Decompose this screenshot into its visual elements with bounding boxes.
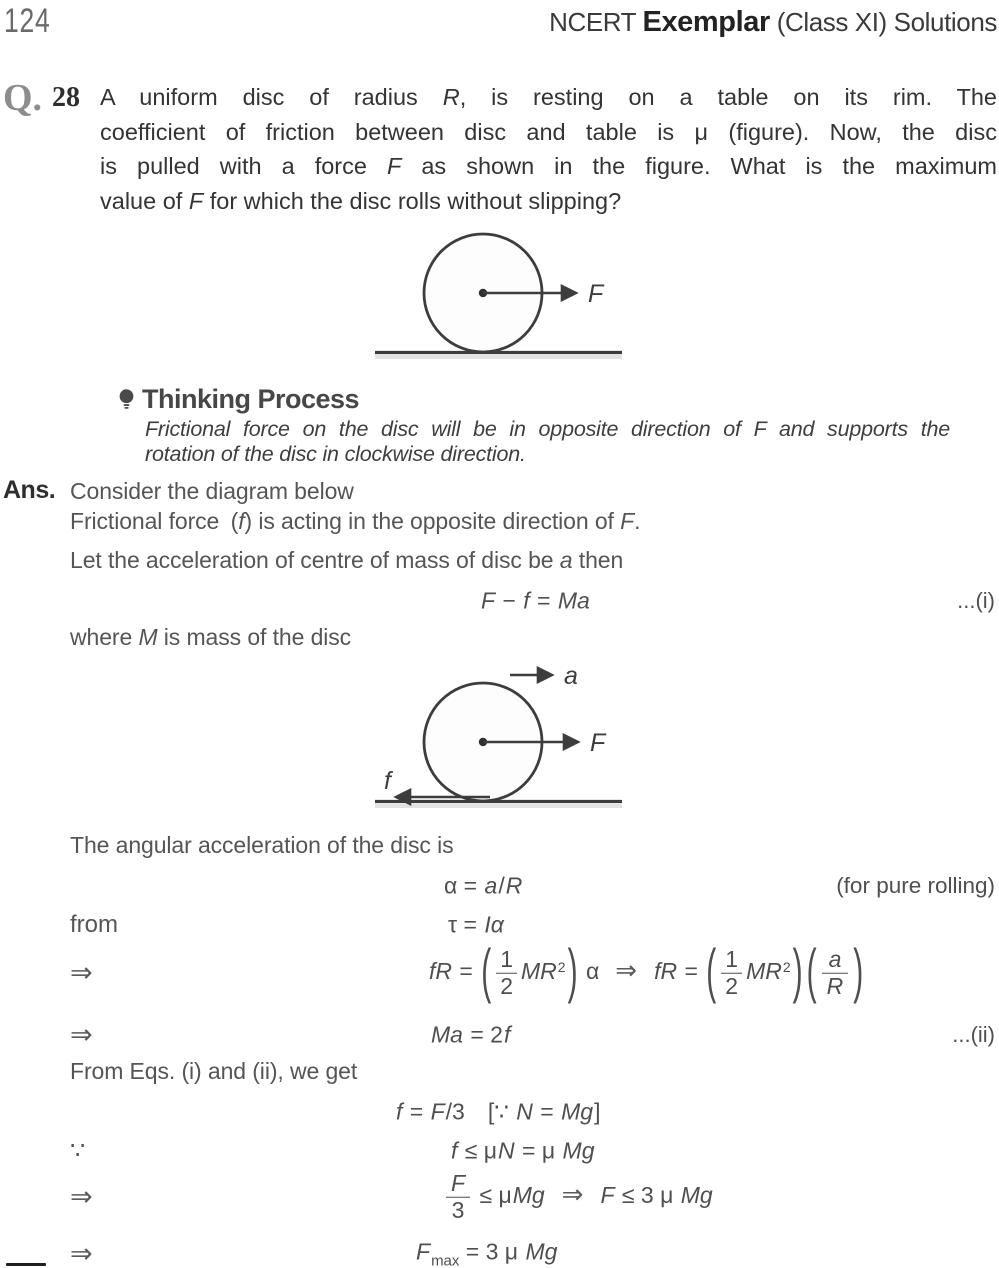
equation-ii: Ma = 2f [431, 1021, 511, 1048]
equation-tau-lead: from [70, 911, 118, 938]
friction-label: f [384, 767, 391, 795]
thinking-process-heading [118, 384, 359, 415]
page-edge-mark [6, 1263, 46, 1266]
equation-alpha: α = a/R [444, 872, 523, 899]
bulb-icon [118, 389, 135, 410]
equation-torque-row [70, 940, 995, 1006]
equation-ii-row [70, 1019, 995, 1051]
equation-f3: f = F/3 [∵ N = Mg] [396, 1098, 601, 1125]
answer-from-eqs-line: From Eqs. (i) and (ii), we get [70, 1058, 358, 1084]
question-label: Q. [3, 77, 43, 119]
implies-icon: ⇒ [561, 1179, 584, 1210]
equation-alpha-row [70, 870, 995, 902]
implies-icon: ⇒ [70, 957, 93, 988]
equation-ii-tag: ...(ii) [952, 1022, 995, 1047]
equation-f3-row [70, 1096, 995, 1128]
thinking-process-title: Thinking Process [142, 384, 360, 414]
book-title [549, 6, 997, 39]
question-number: 28 [52, 82, 80, 113]
equation-torque: fR = ( $\frac{1}{2}$ $MR^2$) α ⇒ fR = ( $\frac{1}{2}$ $MR^2$) ( $\frac{a}{R}$ ) [429, 939, 864, 1005]
disc-diagram-1 [298, 228, 638, 362]
equation-i: F − f = Ma [481, 587, 590, 614]
equation-fmax-row [70, 1238, 995, 1268]
answer-accel-line: Let the acceleration of centre of mass of disc be a then [70, 547, 624, 573]
question-text-line: is pulled with a force F as shown in the figure. What is the maximum [100, 153, 997, 180]
figure-disc-on-table [298, 228, 638, 367]
pure-rolling-note: (for pure rolling) [836, 873, 995, 898]
disc-diagram-2 [298, 658, 638, 822]
equation-i-tag: ...(i) [957, 588, 995, 613]
thinking-process-text: Frictional force on the disc will be in opposite direction of F and supports the rotation of the disc in clockwise direction. [145, 417, 950, 466]
book-title-post: (Class XI) Solutions [769, 7, 997, 37]
table-shadow [375, 804, 622, 808]
equation-mu-row [70, 1135, 995, 1167]
force-label: F [590, 729, 606, 757]
answer-intro: Consider the diagram below [70, 478, 354, 504]
fraction-half: $\frac{1}{2}$ [496, 947, 517, 1000]
book-title-bold: Exemplar [642, 6, 770, 38]
fraction-a-over-R: $\frac{a}{R}$ [822, 947, 849, 1000]
table-shadow [375, 355, 622, 359]
equation-mu: f ≤ μN = μ Mg [451, 1137, 595, 1164]
left-paren: ( [481, 939, 492, 1005]
answer-friction-line: Frictional force (f) is acting in the opposite direction of F. [70, 508, 641, 534]
book-title-pre: NCERT [549, 7, 643, 37]
right-paren: ) [567, 939, 578, 1005]
equation-i-row [70, 585, 995, 617]
page-number: 124 [4, 2, 51, 40]
fraction-half: $\frac{1}{2}$ [721, 947, 742, 1000]
question-text [100, 80, 997, 218]
because-icon: ∵ [70, 1137, 86, 1165]
answer-angular-line: The angular acceleration of the disc is [70, 832, 454, 858]
equation-fmax: $F_{max} = 3$ μ Mg [416, 1238, 558, 1268]
left-paren: ( [806, 939, 817, 1005]
answer-where-line: where M is mass of the disc [70, 624, 352, 650]
implies-icon: ⇒ [615, 955, 638, 986]
question-text-line: value of F for which the disc rolls without slipping? [100, 187, 622, 214]
right-paren: ) [853, 939, 864, 1005]
equation-tau-row [70, 909, 995, 941]
left-paren: ( [706, 939, 717, 1005]
figure-disc-forces [298, 658, 638, 827]
fraction-F-over-3: $\frac{F}{3}$ [446, 1171, 470, 1224]
implies-icon: ⇒ [70, 1019, 93, 1050]
equation-tau: τ = Iα [448, 911, 504, 938]
implies-icon: ⇒ [70, 1181, 93, 1212]
question-text-line: A uniform disc of radius R, is resting on a table on its rim. The [100, 84, 998, 110]
right-paren: ) [792, 939, 803, 1005]
acceleration-label: a [564, 662, 578, 690]
force-label: F [588, 280, 604, 308]
equation-f3mg: $\frac{F}{3}$ ≤ μMg ⇒ F ≤ 3 μ Mg [443, 1171, 714, 1224]
answer-label: Ans. [3, 476, 56, 504]
implies-icon: ⇒ [70, 1238, 93, 1268]
question-text-line: coefficient of friction between disc and table is μ (figure). Now, the disc [100, 118, 997, 145]
equation-f3mg-row [70, 1166, 995, 1228]
